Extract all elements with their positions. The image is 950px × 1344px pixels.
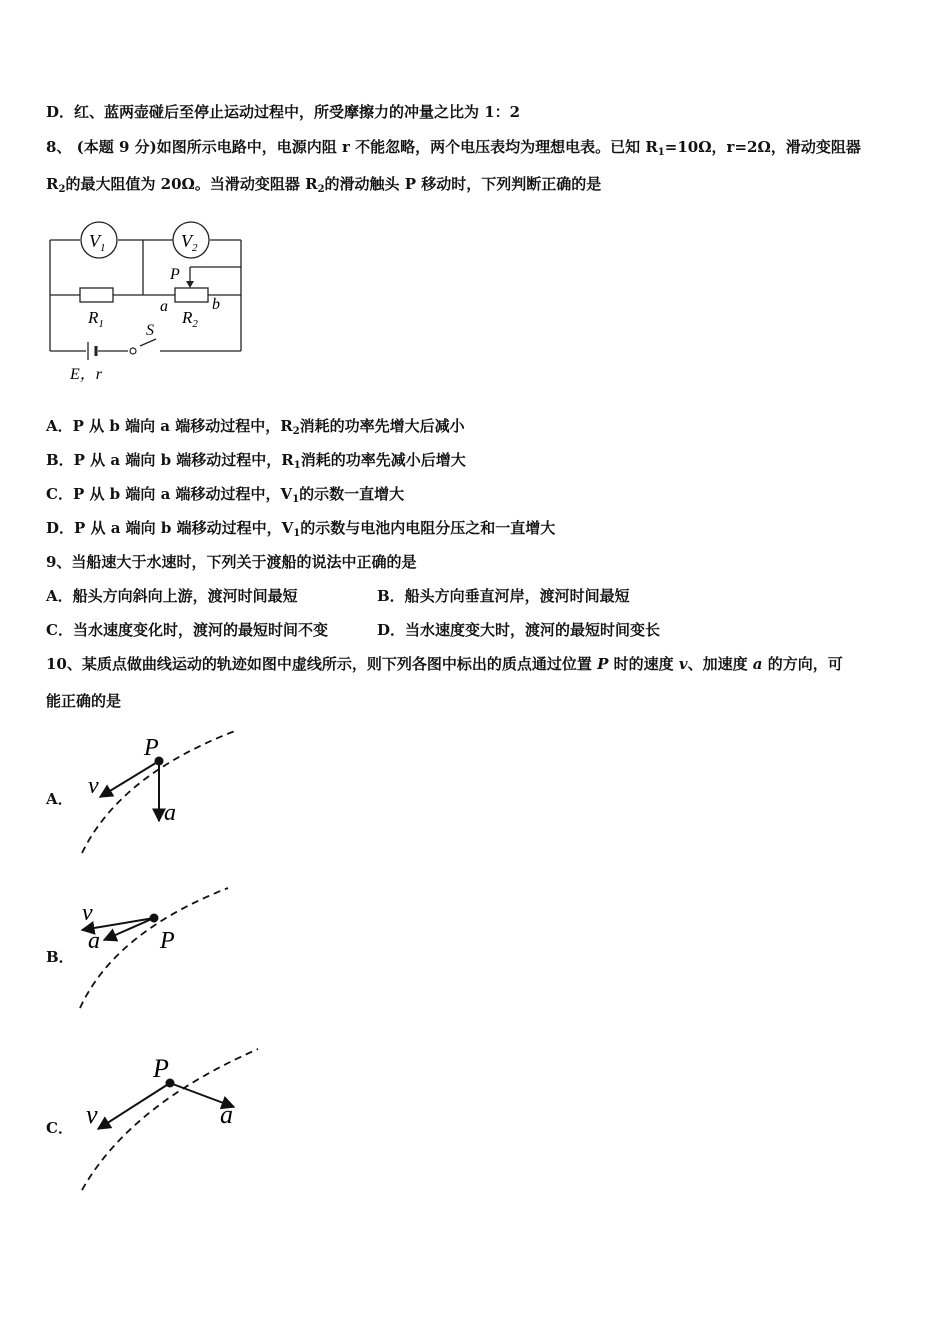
- label-r2: $R_2$: [182, 308, 198, 330]
- q8-stem-line1: [46, 137, 861, 163]
- label-b: b: [212, 296, 220, 313]
- q9-stem: 9、当船速大于水速时，下列关于渡船的说法中正确的是: [46, 553, 417, 571]
- q10-fig-c-label: C．: [46, 1119, 73, 1137]
- q8-stem-part1: (本题 9 分)如图所示电路中，电源内阻 r 不能忽略，两个电压表均为理想电表。已知 R: [76, 138, 658, 156]
- battery-icon: [88, 342, 96, 360]
- label-a: a: [160, 298, 168, 315]
- q8-line2-sub2: 2: [317, 184, 325, 195]
- label-p: P: [153, 1054, 169, 1083]
- q10-figure-b: [70, 882, 250, 1012]
- q8-line2-r: R: [46, 175, 59, 193]
- label-a: a: [164, 800, 176, 826]
- q9-option-a: A．船头方向斜向上游，渡河时间最短: [46, 587, 298, 605]
- q8-number: 8、: [46, 138, 72, 156]
- q10-fig-a-label: A．: [46, 790, 73, 808]
- q9-option-d: D．当水速度变大时，渡河的最短时间变长: [377, 621, 661, 639]
- q8-line2-sub: 2: [58, 184, 66, 195]
- q8-line2-a: 的最大阻值为 20Ω。当滑动变阻器 R: [65, 175, 318, 193]
- label-v: v: [82, 900, 93, 926]
- q8-option-b: B．P 从 a 端向 b 端移动过程中，$R_1$消耗的功率先减小后增大: [46, 451, 466, 471]
- label-p: P: [170, 266, 180, 283]
- q8-circuit-diagram: [40, 215, 260, 390]
- q9-option-c: C．当水速度变化时，渡河的最短时间不变: [46, 621, 328, 639]
- resistor-r1-icon: [80, 288, 113, 302]
- q8-option-d: D．P 从 a 端向 b 端移动过程中，$V_1$的示数与电池内电阻分压之和一直增大: [46, 519, 556, 539]
- label-er: E，r: [70, 366, 103, 383]
- q7-option-d: D．红、蓝两壶碰后至停止运动过程中，所受摩擦力的冲量之比为 1：2: [46, 103, 521, 121]
- label-v: v: [88, 773, 99, 799]
- q8-r1-sub: 1: [657, 147, 665, 158]
- q10-figure-a: [70, 725, 250, 860]
- resistor-r2-icon: [175, 288, 208, 302]
- q10-figure-c: [70, 1045, 265, 1195]
- label-v1: $V_1$: [89, 231, 106, 254]
- label-s: S: [146, 322, 154, 339]
- slider-arrow-icon: [186, 281, 194, 288]
- label-a: a: [220, 1100, 233, 1129]
- q8-stem-line2: [46, 174, 601, 200]
- label-p: P: [160, 928, 175, 954]
- q8-line2-b: 的滑动触头 P 移动时，下列判断正确的是: [324, 175, 602, 193]
- label-a: a: [88, 928, 100, 954]
- q10-stem-line1: 10、某质点做曲线运动的轨迹如图中虚线所示，则下列各图中标出的质点通过位置 P 时的速度 v、加速度 a 的方向，可: [46, 655, 843, 673]
- q9-option-b: B．船头方向垂直河岸，渡河时间最短: [377, 587, 630, 605]
- q8-option-a: A．P 从 b 端向 a 端移动过程中，$R_2$消耗的功率先增大后减小: [46, 417, 465, 437]
- label-v2: $V_2$: [181, 231, 198, 254]
- q10-fig-b-label: B．: [46, 948, 74, 966]
- label-p: P: [144, 735, 159, 761]
- label-r1: $R_1$: [88, 308, 104, 330]
- q10-stem-line2: 能正确的是: [46, 692, 122, 710]
- particle-point: [150, 914, 159, 923]
- label-v: v: [86, 1100, 98, 1129]
- trajectory-curve: [80, 888, 228, 1008]
- velocity-arrow: [98, 1083, 170, 1129]
- switch-icon: [130, 348, 136, 354]
- q8-stem-part2: =10Ω，r=2Ω，滑动变阻器: [664, 138, 861, 156]
- q8-option-c: C．P 从 b 端向 a 端移动过程中，$V_1$的示数一直增大: [46, 485, 405, 505]
